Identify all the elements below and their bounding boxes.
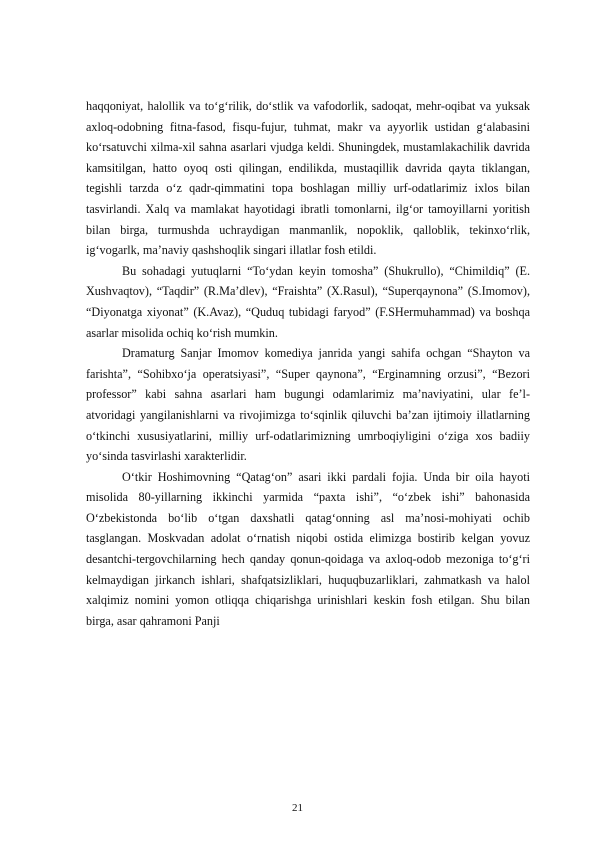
page-number: 21 xyxy=(292,802,303,814)
paragraph-sanjar-imomov: Dramaturg Sanjar Imomov komediya janrida yangi sahifa ochgan “Shayton va farishta”, “Sohibxo‘ja operatsiyasi”, “Super qaynona”, “Erginamning orzusi”, “Bezori professor” kabi sahna asarlari ham bugungi odamlarimiz ma’naviyatini, ular fe’l-atvoridagi yangilanishlarni va rivojimizga to‘sqinlik qiluvchi ba’zan ijtimoiy illatlarning o‘tkinchi xususiyatlarini, milliy urf-odatlarimizning umrboqiyligini o‘ziga xos badiiy yo‘sinda tasvirlashi xarakterlidir. xyxy=(86,346,530,464)
paragraph-qatagon: O‘tkir Hoshimovning “Qatag‘on” asari ikki pardali fojia. Unda bir oila hayoti misolida 80-yillarning ikkinchi yarmida “paxta ishi”, “o‘zbek ishi” bahonasida O‘zbekistonda bo‘lib o‘tgan daxshatli qatag‘onning asl ma’nosi-mohiyati ochib tasglangan. Moskvadan adolat o‘rnatish niqobi ostida elimizga bostirib kelgan yovuz desantchi-tergovchilarning hech qanday qonun-qoidaga va axloq-odob mezoniga to‘g‘ri kelmaydigan jirkanch ishlari, shafqatsizliklari, huquqbuzarliklari, zahmatkash va halol xalqimiz nomini yomon otliqqa chiqarishga urinishlari keskin fosh etilgan. Shu bilan birga, asar qahramoni Panji xyxy=(86,469,530,628)
paragraph-continuation: haqqoniyat, halollik va to‘g‘rilik, do‘stlik va vafodorlik, sadoqat, mehr-oqibat va yuksak axloq-odobning fitna-fasod, fisqu-fujur, tuhmat, makr va ayyorlik ustidan g‘alabasini ko‘rsatuvchi xilma-xil sahna asarlari vjudga keldi. Shuningdek, mustamlakachilik davrida kamsitilgan, hatto oyoq osti qilingan, endilikda, mustaqillik davrida qayta tiklangan, tegishli tarzda o‘z qadr-qimmatini topa boshlagan milliy urf-odatlarimiz ixlos bilan tasvirlandi. Xalq va mamlakat hayotidagi ibratli tomonlarni, ilg‘or tamoyillarni yoritish bilan birga, turmushda uchraydigan manmanlik, nopoklik, qalloblik, tekinxo‘rlik, ig‘vogarlk, ma’naviy qashshoqlik singari illatlar fosh etildi. xyxy=(86,99,530,258)
paragraph-play-examples: Bu sohadagi yutuqlarni “To‘ydan keyin tomosha” (Shukrullo), “Chimildiq” (E. Xushvaqtov), “Taqdir” (R.Ma’dlev), “Fraishta” (X.Rasul), “Superqaynona” (S.Imomov), “Diyonatga xiyonat” (K.Avaz), “Quduq tubidagi faryod” (F.SHermuhammad) va boshqa asarlar misolida ochiq ko‘rish mumkin. xyxy=(86,263,530,340)
document-body xyxy=(86,96,530,631)
